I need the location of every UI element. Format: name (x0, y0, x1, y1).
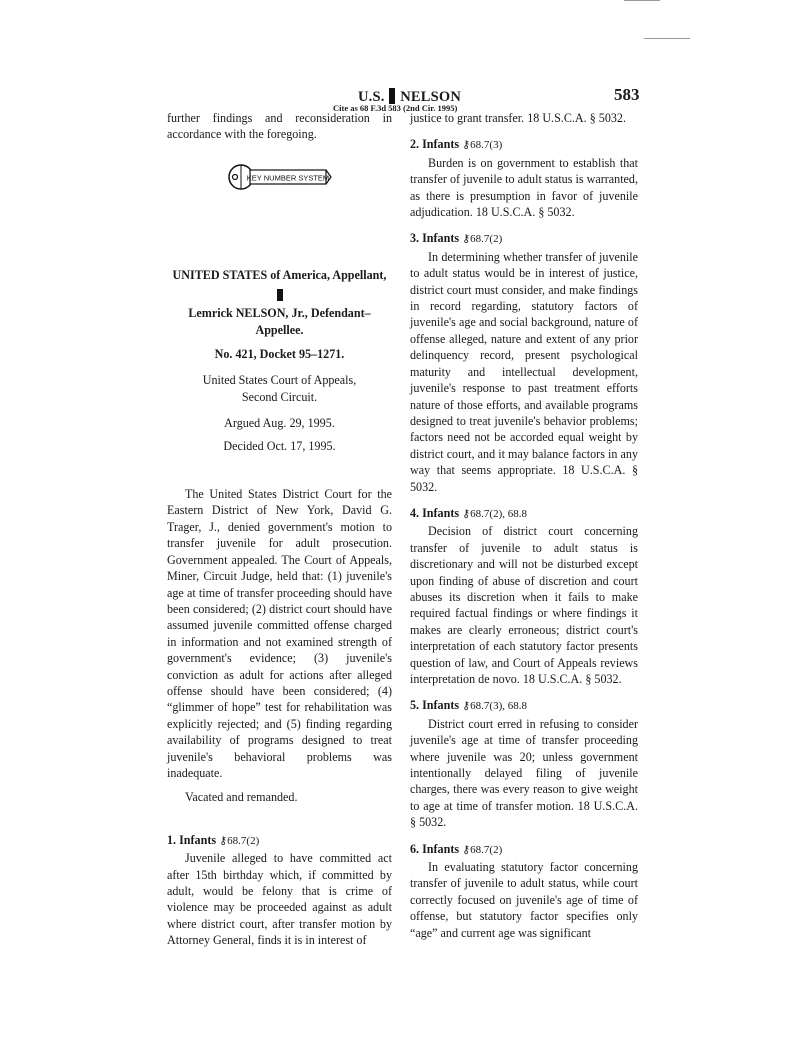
headnote-heading (410, 841, 638, 858)
synopsis: The United States District Court for the Eastern District of New York, David G. Trager, J., denied government's motion to transfer juvenile for adult prosecution. Government appealed. The Court of Appeals, Miner, Circuit Judge, held that: (1) juvenile's age at time of transfer proceeding should have been considered; (2) district court should have assumed juvenile committed offense charged in information and not examined strength of government's evidence; (3) juvenile's conviction as adult for actions after alleged offense should have been considered; (4) “glimmer of hope” test for rehabilitation was explicitly rejected; and (5) finding regarding availability of programs designed to treat juvenile's behavioral problems was inadequate. (167, 487, 392, 780)
headnote-heading (410, 697, 638, 714)
key-number-system-logo-icon (227, 157, 333, 197)
headnote-text: Juvenile alleged to have committed act after 15th birthday which, if committed by adult, would be felony that is crime of violence may be proceeded against as adult where district court, after transfer motion by Attorney General, finds it is in interest of (167, 851, 392, 948)
caption-appellee: Lemrick NELSON, Jr., Defendant–Appellee. (188, 306, 371, 337)
headnote-text: Decision of district court concerning transfer of juvenile to adult status is discretionary and will not be disturbed except upon finding of abuse of discretion and court abuses its discretion when it fails to make required factual findings or where findings it makes are clearly erroneous; district court's interpretation of each statutory factor presents question of law, and Court of Appeals reviews interpretation de novo. 18 U.S.C.A. § 5032. (410, 524, 638, 686)
headnote-topic: 5. Infants (410, 698, 460, 713)
running-header (0, 85, 811, 128)
headnote-key-number: 68.7(3) (470, 139, 503, 152)
headnote-key-number: 68.7(2) (470, 233, 503, 246)
caption-argued: Argued Aug. 29, 1995. (224, 416, 335, 431)
running-title-left: U.S. (358, 89, 385, 105)
headnote-text: Burden is on government to establish that transfer of juvenile to adult status is warranted, as there is presumption in favor of juvenile adjudication. 18 U.S.C.A. § 5032. (410, 155, 638, 220)
headnote-topic: 2. Infants (410, 137, 460, 152)
headnote-heading (410, 230, 638, 247)
headnote-key-number: 68.7(2), 68.8 (470, 507, 527, 520)
disposition: Vacated and remanded. (185, 790, 298, 805)
headnote-key-number: 68.7(2) (227, 834, 260, 847)
right-column (410, 110, 638, 941)
headnote-topic: 1. Infants (167, 832, 217, 847)
caption-decided: Decided Oct. 17, 1995. (223, 438, 336, 453)
headnote-heading (167, 832, 392, 849)
citation-line: Cite as 68 F.3d 583 (2nd Cir. 1995) (333, 103, 458, 113)
caption-appellant: UNITED STATES of America, Appellant, (172, 267, 387, 282)
versus-mark (389, 88, 395, 104)
scan-edge-mark (644, 38, 690, 39)
headnote-key-number: 68.7(3), 68.8 (470, 700, 527, 713)
headnote-heading (410, 505, 638, 522)
scan-edge-mark (624, 0, 660, 1)
key-number-logo (167, 157, 392, 197)
running-title-right: NELSON (400, 89, 462, 105)
page-number: 583 (614, 85, 640, 104)
headnote-heading (410, 136, 638, 153)
key-symbol-icon: ⚷ (462, 139, 471, 152)
caption-docket: No. 421, Docket 95–1271. (214, 347, 345, 362)
headnote-topic: 4. Infants (410, 505, 460, 520)
logo-text: KEY NUMBER SYSTEM (246, 173, 329, 183)
carryover-text: justice to grant transfer. 18 U.S.C.A. § 5032. (410, 111, 626, 125)
versus-mark (277, 289, 283, 301)
carryover-text: further findings and reconsideration in accordance with the foregoing. (167, 111, 392, 142)
headnote-text: In evaluating statutory factor concerning transfer of juvenile to adult status, while court correctly focused on juvenile's age of time of offense, but statutory factor specifies only “age” and current age was significant (410, 860, 638, 940)
caption-court: United States Court of Appeals, Second Circuit. (202, 373, 357, 404)
headnote-topic: 3. Infants (410, 231, 460, 246)
headnote-text: District court erred in refusing to consider juvenile's age at time of transfer proceeding where juvenile was 20; unless government intentionally delayed filing of juvenile charges, there was every reason to give weight to age at time of transfer motion. 18 U.S.C.A. § 5032. (410, 716, 638, 830)
headnote-key-number: 68.7(2) (470, 843, 503, 856)
headnote-topic: 6. Infants (410, 841, 460, 856)
key-symbol-icon: ⚷ (462, 233, 471, 246)
key-symbol-icon: ⚷ (462, 507, 471, 520)
key-symbol-icon: ⚷ (462, 700, 471, 713)
left-column (167, 110, 392, 949)
headnote-text: In determining whether transfer of juvenile to adult status would be in interest of justice, district court must consider, and make findings in record regarding, statutory factors of juvenile's age and social background, nature of offense alleged, nature and extent of any prior delinquency record, present psychological maturity and intellectual development, juvenile's response to past treatment efforts nature of those efforts, and available programs designed to treat juvenile's behavior problems; factors need not be accorded equal weight by district court, and it may balance factors in any way that seems appropriate. 18 U.S.C.A. § 5032. (410, 249, 638, 494)
key-symbol-icon: ⚷ (219, 834, 228, 847)
key-symbol-icon: ⚷ (462, 843, 471, 856)
